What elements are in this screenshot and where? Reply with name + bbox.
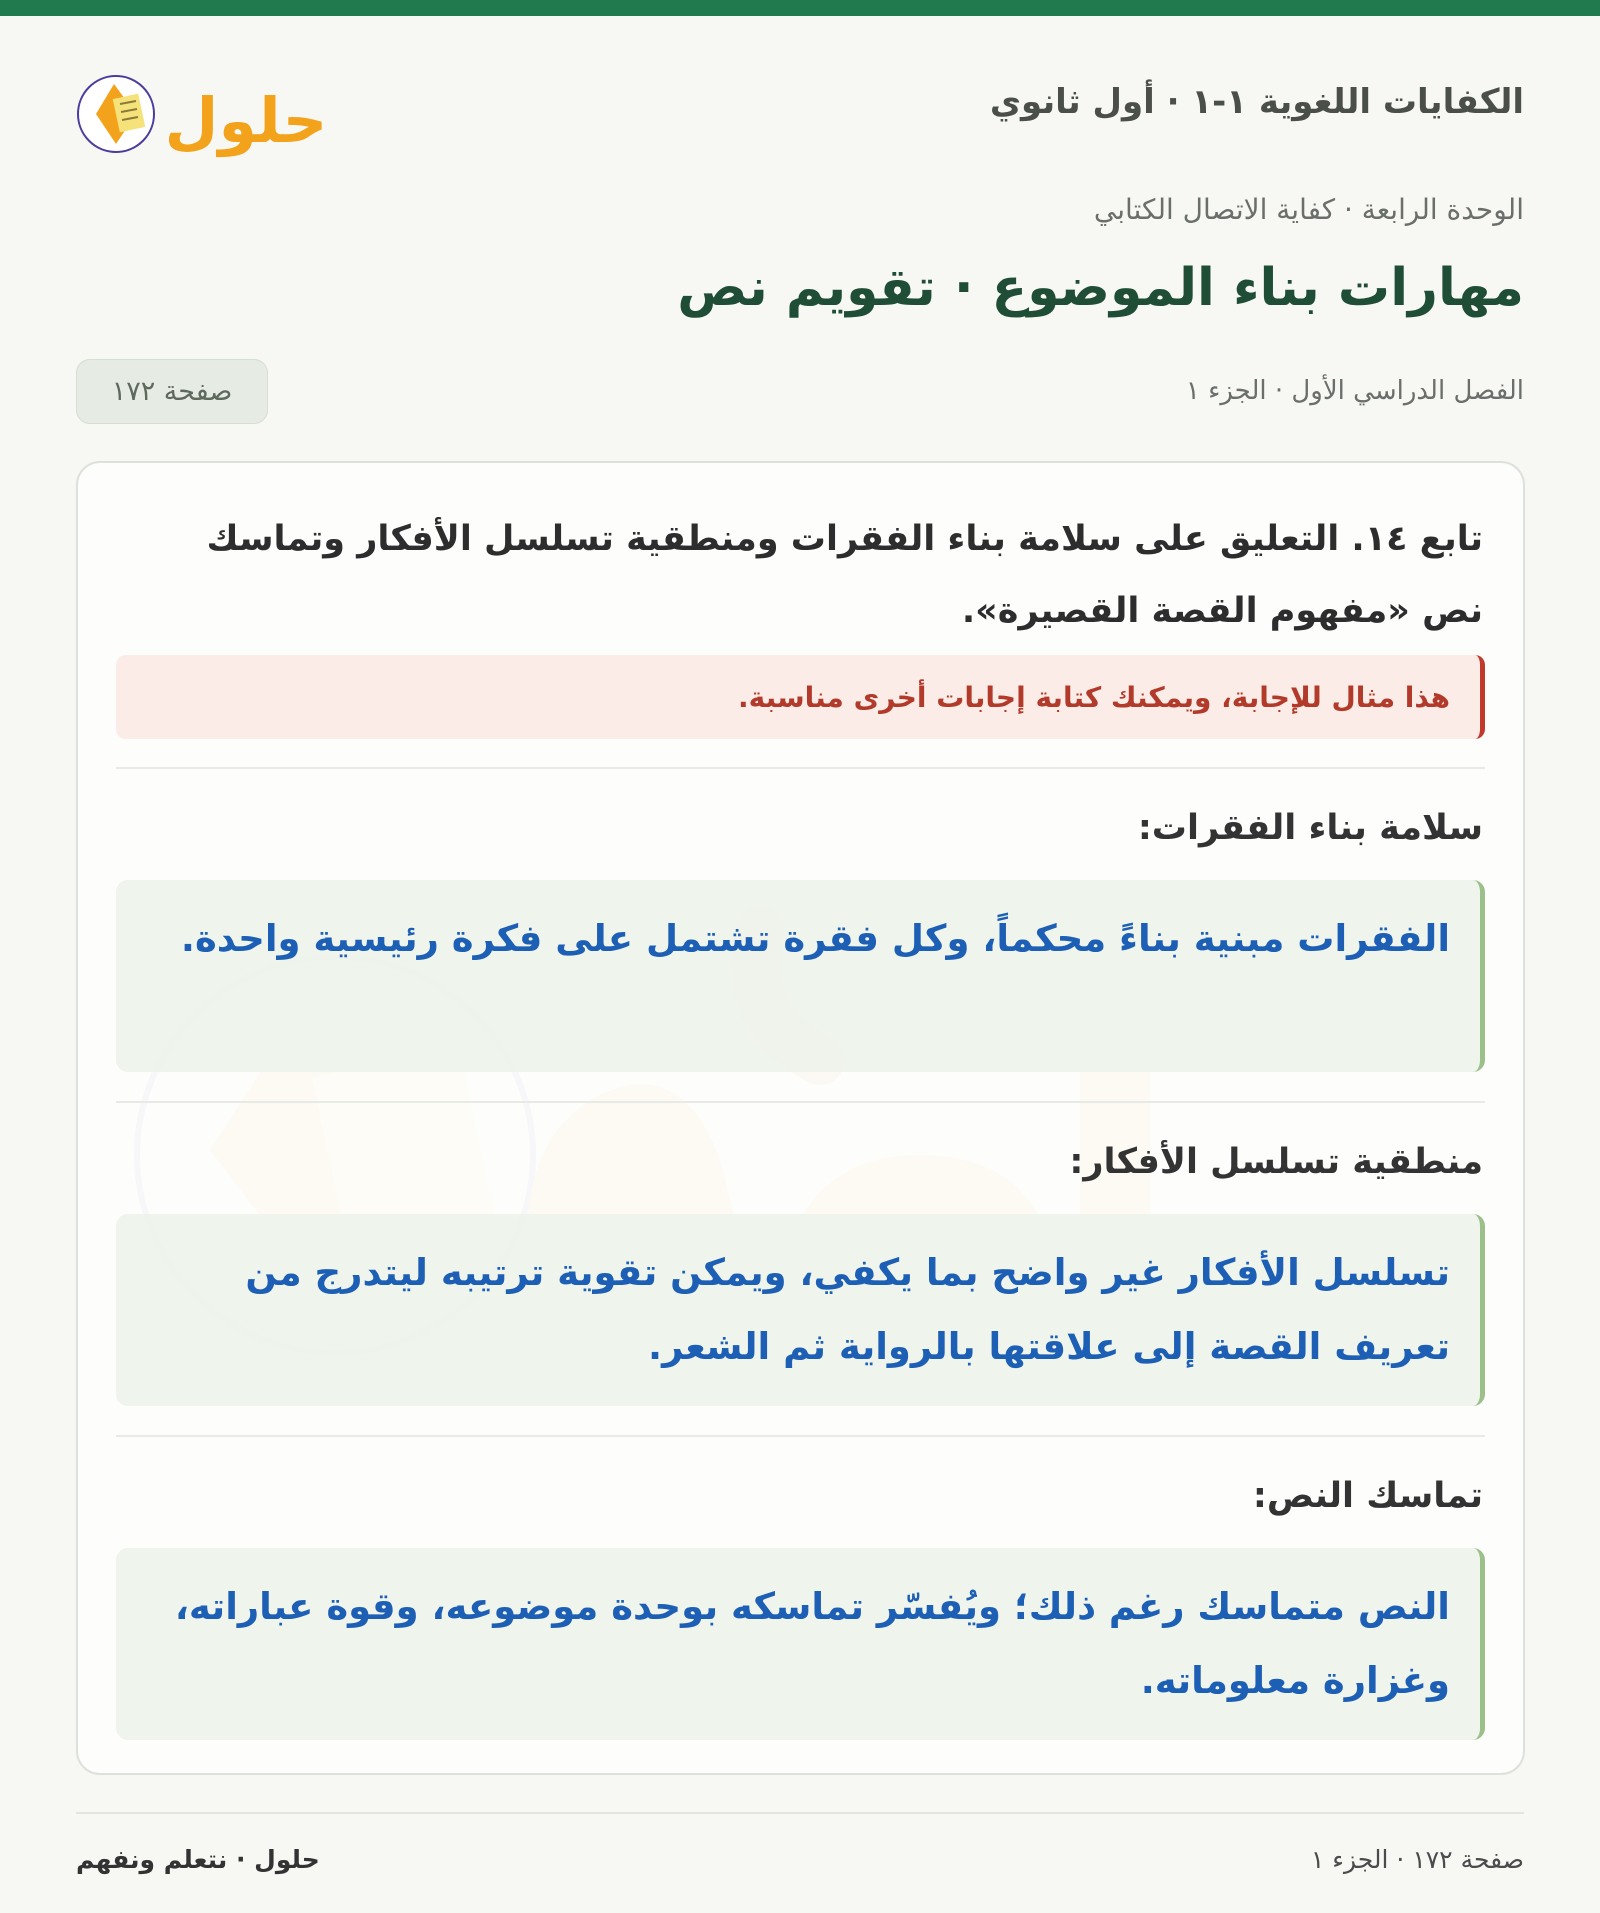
top-accent-bar [0,0,1600,16]
page-header [76,52,1524,162]
answer-sequence: تسلسل الأفكار غير واضح بما يكفي، ويمكن تقوية ترتيبه ليتدرج من تعريف القصة إلى علاقتها بالرواية ثم الشعر. [116,1214,1485,1406]
example-note-text: هذا مثال للإجابة، ويمكنك كتابة إجابات أخرى مناسبة. [738,680,1450,714]
example-note [116,655,1485,739]
section-divider [116,1435,1485,1437]
section-divider [116,1101,1485,1103]
answer-paragraphs: الفقرات مبنية بناءً محكماً، وكل فقرة تشتمل على فكرة رئيسية واحدة. [116,880,1485,1072]
book-title: الكفايات اللغوية ١-١ · أول ثانوي [989,82,1524,122]
semester-line: الفصل الدراسي الأول · الجزء ١ [1185,376,1524,406]
footer-tagline: حلول · نتعلم ونفهم [76,1845,320,1874]
unit-line: الوحدة الرابعة · كفاية الاتصال الكتابي [1093,193,1524,226]
answer-cohesion: النص متماسك رغم ذلك؛ ويُفسّر تماسكه بوحدة موضوعه، وقوة عباراته، وغزارة معلوماته. [116,1548,1485,1740]
logo-wordmark: حلول [164,84,328,157]
section-heading-sequence: منطقية تسلسل الأفكار: [1069,1142,1483,1182]
unit-meta [1094,193,1524,226]
section-heading-cohesion: تماسك النص: [1252,1476,1483,1516]
page-badge: صفحة ١٧٢ [76,359,268,424]
question-text: تابع ١٤. التعليق على سلامة بناء الفقرات ومنطقية تسلسل الأفكار وتماسك نص «مفهوم القصة القصيرة». [206,519,1483,631]
footer-divider [76,1812,1524,1814]
footer-page-info: صفحة ١٧٢ · الجزء ١ [1310,1845,1524,1874]
section-divider [116,767,1485,769]
hulul-logo-icon[interactable] [76,52,336,162]
lesson-title: مهارات بناء الموضوع · تقويم نص [677,258,1524,318]
answer-card [76,461,1525,1775]
section-heading-paragraphs: سلامة بناء الفقرات: [1137,808,1483,848]
